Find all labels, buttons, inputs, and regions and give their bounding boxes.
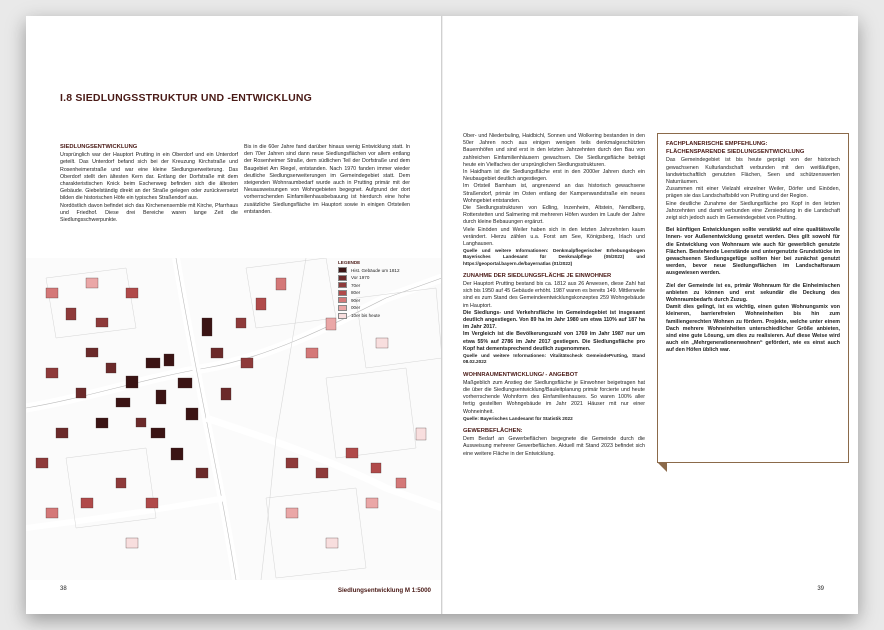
right-page <box>442 16 858 614</box>
paragraph-bold: Ziel der Gemeinde ist es, primär Wohnraum für die Einheimischen anbieten zu können und erst sekundär die Deckung des Wohnraumbedarfs durch Zuzug. <box>666 282 840 304</box>
paragraph-bold: Die Siedlungs- und Verkehrsfläche im Gemeindegebiet ist insgesamt deutlich angestiegen. Von 89 ha im Jahr 1980 um etwa 110% auf 187 ha im Jahr 2017. <box>463 309 645 331</box>
legend-item <box>338 297 400 303</box>
page-number: 39 <box>817 586 824 592</box>
section-heading: SIEDLUNGSENTWICKLUNG <box>60 144 138 150</box>
paragraph: Viele Einöden und Weiler haben sich in den letzten Jahrzehnten kaum verändert. Hierzu zählen u.a. Forst am See, Königsberg, Irlach und Langhausen. <box>463 226 645 248</box>
paragraph: In Haidham ist die Siedlungsfläche erst in den 2000er Jahren durch ein Neubaugebiet deutlich angestiegen. <box>463 169 645 183</box>
left-page <box>26 16 442 614</box>
section-heading: ZUNAHME DER SIEDLUNGSFLÄCHE JE EINWOHNER <box>463 272 612 279</box>
legend-label: 00er <box>351 305 361 311</box>
section-heading: GEWERBEFLÄCHEN: <box>463 427 523 434</box>
box-subheading: FLÄCHENSPARENDE SIEDLUNGSENTWICKLUNG <box>666 149 805 156</box>
legend-item <box>338 275 400 281</box>
legend-label: 90er <box>351 297 361 303</box>
legend-title: LEGENDE <box>338 260 361 265</box>
text-column-2 <box>244 144 410 216</box>
paragraph: Ursprünglich war der Hauptort Prutting in ein Oberdorf und ein Unterdorf geteilt. Das Unterdorf befand sich bei der Kreuzung Kirchstraße und Rosenheimerstraße und war eine kleine Siedlungserweiterung. Das Oberdorf stellt den ältesten Kern dar. Entlang der Dorfstraße mit dem charakteristischen Knick beim Eschenweg befinden sich die ältesten Gebäude. Giebelständig direkt an der Straße gelegen oder zurückversetzt bilden die historischen Höfe ein typisches Straßendorf aus. <box>60 152 238 202</box>
text-column-1 <box>60 144 238 224</box>
legend-item <box>338 305 400 311</box>
source-note: Quelle und weitere Informationen: Denkmalpflegerischer Erhebungsbogen Bayerisches Landesamt für Denkmalpflege (05/2022) und https://geoportal.bayern.de/bayernatlas (01/2022) <box>463 248 645 266</box>
legend-item <box>338 282 400 288</box>
paragraph: Die Siedlungsstrukturen von Edling, Inzenheim, Altstein, Nendlberg, Rotterstetten und Salmering mit mehreren Höfen wurden im Laufe der Jahre durch kleine Bebauungen ergänzt. <box>463 205 645 226</box>
recommendation-box <box>657 133 849 463</box>
paragraph: Zusammen mit einer Vielzahl einzelner Weiler, Dörfer und Einöden, prägen sie das Landschaftsbild von Prutting und der Region. <box>666 186 840 200</box>
paragraph: Das Gemeindegebiet ist bis heute geprägt von der historisch gewachsenen Kulturlandschaft verbunden mit den weitläufigen, landwirtschaftlich genutzten Flächen, Seen und schützenswerten Naturräumen. <box>666 157 840 186</box>
section-heading: WOHNRAUMENTWICKLUNG/ - ANGEBOT <box>463 371 578 378</box>
recommendation-text <box>666 141 840 355</box>
book-spread <box>26 16 858 614</box>
paragraph: Der Hauptort Prutting bestand bis ca. 1812 aus 26 Anwesen, diese Zahl hat sich bis 1950 auf 45 Gebäude erhöht. 1987 waren es bereits 149. Mittlerweile sind es zum Stand des Gemeindeentwicklungskonzeptes 259 Wohngebäude im Hauptort. <box>463 281 645 309</box>
map-caption: Siedlungsentwicklung M 1:5000 <box>337 587 431 594</box>
paragraph-bold: Damit dies gelingt, ist es wichtig, einen guten Wohnungsmix von kleineren, barrierefreien Wohneinheiten bis hin zum familiengerechten Wohnen zu fördern. Projekte, welche unter einem Dach mehrere Wohneinheiten unterschiedlicher Größe anbieten, sind eine gute Lösung, um dies zu realisieren. Auf diese Weise wird auch ein „Mehrgenerationenwohnen“ gefördert, wie es einst auch auf den Höfen üblich war. <box>666 304 840 354</box>
legend-swatch <box>338 282 347 288</box>
paragraph: Bis in die 60er Jahre fand darüber hinaus wenig Entwicklung statt. In den 70er Jahren sind dann neue Siedlungsflächen vor allem entlang der Rosenheimer Straße, dem südlichen Teil der Dorfstraße und dem Baugebiet Am Riegel, entstanden. Nach 1970 fanden immer wieder deutliche Siedlungserweiterungen im Gemeindegebiet statt. Dem steigenden Wohnraumbedarf wurde auch in Prutting primär mit der Neuausweisungen von Wohngebieten begegnet. Aufgrund der dort vorherrschenden Einfamilienhausbebauung ist hierdurch eine hohe zusätzliche Siedlungsfläche im Hauptort sowie in einigen Ortsteilen entstanden. <box>244 144 410 215</box>
paragraph: Nordöstlich davon befindet sich das Kirchenensemble mit Kirche, Pfarrhaus und Friedhof. Diese drei Bereiche waren lange Zeit die Siedlungsschwerpunkte. <box>60 202 238 224</box>
map-legend <box>338 260 400 320</box>
paragraph-bold: Bei künftigen Entwicklungen sollte verstärkt auf eine qualitätsvolle Innen- vor Außenentwicklung gesetzt werden. Dies gilt sowohl für die Entwicklung von Wohnraum wie auch für gewerblich genutzte Flächen. Bestehende Leerstände und untergenutzte Grundstücke im gewachsenen Siedlungsgefüge sollten hier bei zunächst genutzt werden, bevor neue Siedlungsflächen im Landschaftsraum ausgewiesen werden. <box>666 227 840 277</box>
paragraph: Maßgeblich zum Anstieg der Siedlungsfläche je Einwohner beigetragen hat die über die Siedlungsentwicklung/Bauleitplanung primär forcierte und heute vorherrschende Wohnform des Einfamilienhauses. So waren 100% aller fertig gestellten Wohngebäude im Jahr 2021 Häuser mit nur einer Wohneinheit. <box>463 379 645 415</box>
legend-item <box>338 290 400 296</box>
box-heading: FACHPLANERISCHE EMPFEHLUNG: <box>666 141 768 147</box>
text-column-3 <box>463 133 645 458</box>
legend-label: Hist. Gebäude um 1812 <box>351 267 400 273</box>
paragraph: Eine deutliche Zunahme der Siedlungsfläche pro Kopf in den letzten Jahrzehnten und damit verbunden eine Zersiedelung in die Landschaft zeigt sich jedoch auch im Gemeindegebiet von Prutting. <box>666 200 840 222</box>
paragraph: Dem Bedarf an Gewerbeflächen begegnete die Gemeinde durch die Ausweisung mehrerer Gewerbeflächen. Aktuell mit Stand 2023 befindet sich eine weitere Fläche in der Entwicklung. <box>463 436 645 457</box>
legend-item <box>338 267 400 273</box>
legend-swatch <box>338 305 347 311</box>
paragraph-bold: Im Vergleich ist die Bevölkerungszahl von 1769 im Jahr 1987 nur um etwa 55% auf 2786 im Jahr 2017 gestiegen. Die Siedlungsfläche pro Kopf hat dementsprechend deutlich zugenommen. <box>463 331 645 352</box>
legend-item <box>338 313 400 319</box>
page-number: 38 <box>60 586 67 592</box>
paragraph: Ober- und Niederbuling, Haidbichl, Sonnen und Wolkering bestanden in den 50er Jahren noch aus einigen wenigen teils denkmalgeschützten Bauernhöfen und sind erst in den letzten Jahrzehnten durch den Bau von zahlreichen Einfamilienhäusern gewachsen. Die Siedlungsfläche beträgt heute ein Vielfaches der ursprünglichen Siedlungsstrukturen. <box>463 133 645 168</box>
page-title: I.8 SIEDLUNGSSTRUKTUR UND -ENTWICKLUNG <box>60 92 313 104</box>
legend-label: Vor 1970 <box>351 275 370 281</box>
legend-label: 80er <box>351 290 361 296</box>
source-note: Quelle: Bayerisches Landesamt für Statistik 2022 <box>463 415 573 421</box>
legend-swatch <box>338 267 347 273</box>
legend-swatch <box>338 275 347 281</box>
legend-swatch <box>338 297 347 303</box>
source-note: Quelle und weitere Informationen: Vitalitätscheck GemeindePrutting, Stand 08.02.2022 <box>463 353 645 365</box>
legend-label: 70er <box>351 282 361 288</box>
paragraph: Im Ortsteil Bamham ist, angrenzend an das historisch gewachsene Straßendorf, primär im Osten entlang der Kampenwandstraße ein neues Wohngebiet entstanden. <box>463 183 645 204</box>
legend-swatch <box>338 313 347 319</box>
legend-swatch <box>338 290 347 296</box>
legend-label: 10er bis heute <box>351 313 381 319</box>
